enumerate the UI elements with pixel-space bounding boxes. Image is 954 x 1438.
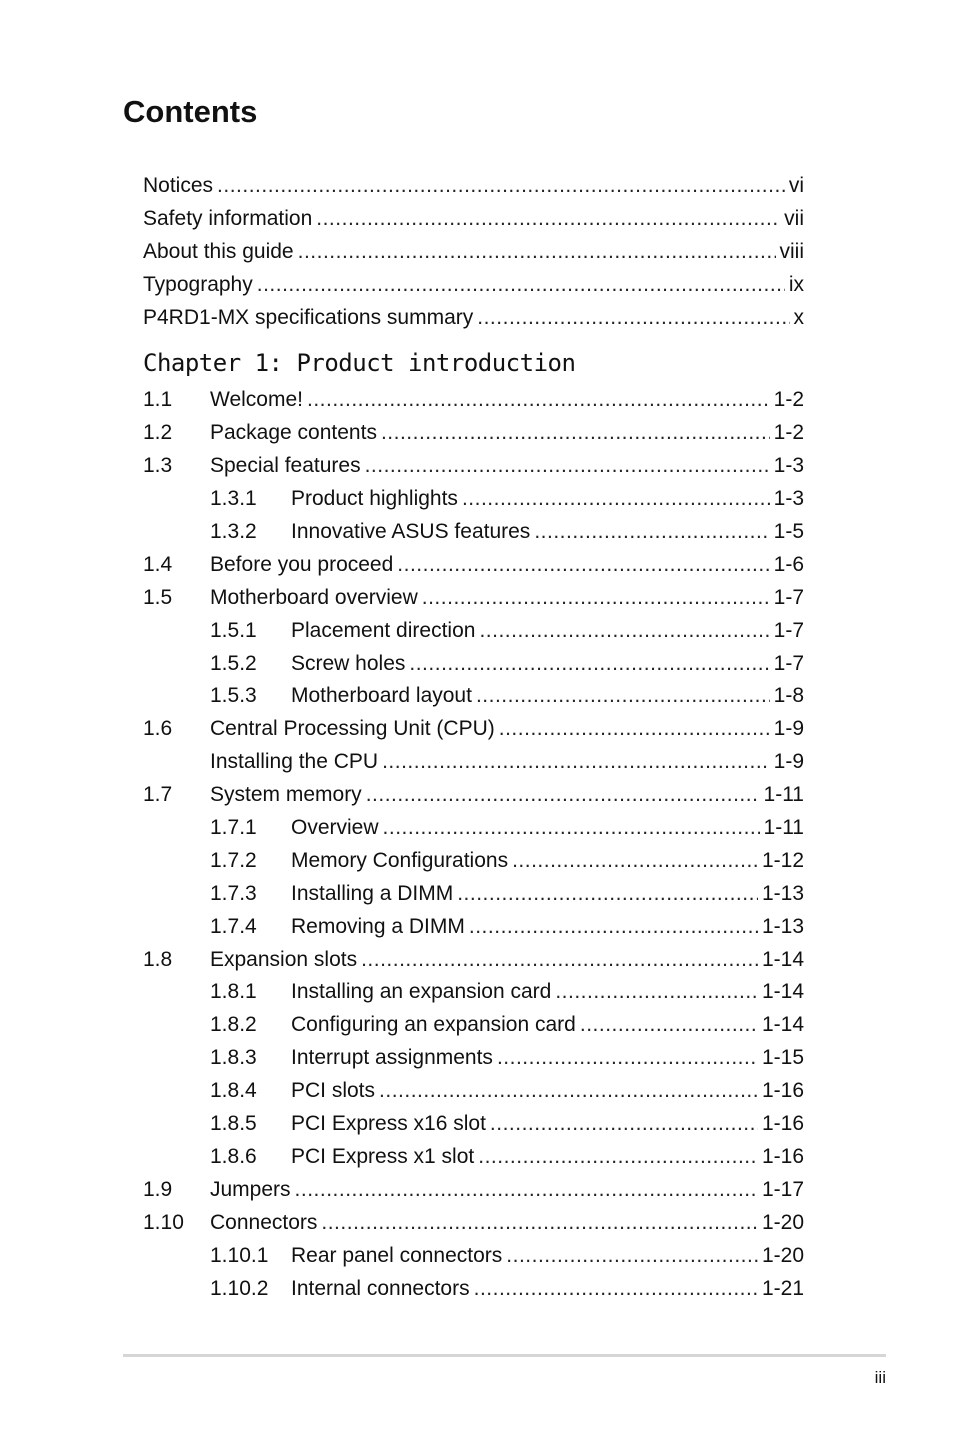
- toc-entry[interactable]: [143, 582, 804, 615]
- toc-entry-title: Product highlights: [291, 487, 458, 511]
- toc-entry-page: vii: [784, 206, 804, 230]
- toc-entry-number: 1.10.1: [210, 1243, 269, 1267]
- dot-leader: [497, 1042, 758, 1075]
- dot-leader: [366, 779, 760, 812]
- toc-entry-title: Typography: [143, 272, 253, 296]
- toc-entry-title: Screw holes: [291, 651, 406, 675]
- toc-entry-number: 1.8.6: [210, 1144, 257, 1168]
- toc-entry-title: Removing a DIMM: [291, 914, 465, 938]
- toc-entry[interactable]: [143, 615, 804, 648]
- dot-leader: [397, 549, 769, 582]
- toc-entry[interactable]: [143, 713, 804, 746]
- toc-entry[interactable]: [143, 203, 804, 236]
- toc-entry-page: 1-9: [773, 717, 804, 741]
- toc-entry-title: Overview: [291, 816, 379, 840]
- toc-entry-page: viii: [779, 239, 804, 263]
- toc-entry-number: 1.8.3: [210, 1046, 257, 1070]
- toc-entry[interactable]: [143, 516, 804, 549]
- toc-entry-page: 1-2: [773, 388, 804, 412]
- toc-entry[interactable]: [143, 746, 804, 779]
- toc-entry-page: 1-20: [761, 1243, 804, 1267]
- toc-entry-title: P4RD1-MX specifications summary: [143, 305, 474, 329]
- toc-entry[interactable]: [143, 1240, 804, 1273]
- dot-leader: [382, 746, 770, 779]
- dot-leader: [462, 483, 770, 516]
- toc-entry-title: Innovative ASUS features: [291, 520, 531, 544]
- toc-entry-number: 1.8.1: [210, 980, 257, 1004]
- dot-leader: [298, 236, 776, 269]
- toc-entry-number: 1.5.2: [210, 651, 257, 675]
- table-of-contents: [143, 170, 804, 1305]
- toc-entry[interactable]: [143, 845, 804, 878]
- toc-entry[interactable]: [143, 384, 804, 417]
- toc-entry-title: Welcome!: [210, 388, 303, 412]
- toc-entry[interactable]: [143, 976, 804, 1009]
- toc-entry-page: 1-12: [761, 848, 804, 872]
- chapter-heading: Chapter 1: Product introduction: [143, 349, 576, 378]
- toc-entry-title: Expansion slots: [210, 947, 358, 971]
- toc-entry[interactable]: [143, 269, 804, 302]
- toc-entry-title: PCI slots: [291, 1079, 376, 1103]
- dot-leader: [365, 450, 770, 483]
- dot-leader: [512, 845, 758, 878]
- toc-entry-number: 1.1: [143, 388, 173, 412]
- toc-entry-title: Special features: [210, 454, 361, 478]
- toc-entry-page: 1-14: [761, 980, 804, 1004]
- toc-entry-title: Notices: [143, 174, 214, 197]
- toc-entry-title: Safety information: [143, 206, 313, 230]
- dot-leader: [381, 417, 770, 450]
- chapter-entry-list: [143, 384, 804, 1305]
- toc-entry-title: Motherboard layout: [291, 684, 472, 708]
- dot-leader: [580, 1009, 758, 1042]
- dot-leader: [457, 878, 758, 911]
- page-number: iii: [874, 1368, 886, 1387]
- toc-entry-number: 1.6: [143, 717, 173, 741]
- toc-entry-title: Placement direction: [291, 618, 476, 642]
- toc-entry-page: vi: [788, 174, 804, 197]
- toc-entry-title: Central Processing Unit (CPU): [210, 717, 495, 741]
- toc-entry-title: About this guide: [143, 239, 294, 263]
- toc-entry[interactable]: [143, 1273, 804, 1306]
- toc-entry-page: 1-14: [761, 947, 804, 971]
- toc-entry[interactable]: [143, 483, 804, 516]
- toc-entry-number: 1.7.4: [210, 914, 257, 938]
- toc-entry-title: Configuring an expansion card: [291, 1013, 576, 1037]
- toc-entry-page: 1-16: [761, 1144, 804, 1168]
- toc-entry-title: Motherboard overview: [210, 585, 418, 609]
- toc-entry-title: Interrupt assignments: [291, 1046, 493, 1070]
- toc-entry-page: 1-7: [773, 585, 804, 609]
- toc-entry-title: System memory: [210, 783, 362, 807]
- toc-entry-number: 1.7.2: [210, 848, 257, 872]
- toc-entry-page: 1-9: [773, 750, 804, 774]
- dot-leader: [316, 203, 780, 236]
- toc-entry-page: 1-11: [763, 783, 804, 807]
- toc-entry-number: 1.5.1: [210, 618, 257, 642]
- page-title: Contents: [123, 94, 258, 129]
- toc-entry-page: 1-17: [761, 1177, 804, 1201]
- toc-entry[interactable]: [143, 911, 804, 944]
- dot-leader: [499, 713, 770, 746]
- toc-entry-number: 1.7: [143, 783, 173, 807]
- toc-entry-number: 1.8.5: [210, 1112, 257, 1136]
- toc-entry[interactable]: [143, 302, 804, 335]
- toc-entry-page: 1-7: [773, 651, 804, 675]
- dot-leader: [479, 615, 769, 648]
- toc-entry-page: 1-3: [773, 454, 804, 478]
- toc-entry-number: 1.3.2: [210, 520, 257, 544]
- toc-entry-page: ix: [788, 272, 804, 296]
- toc-entry-number: 1.7.1: [210, 816, 257, 840]
- toc-entry[interactable]: [143, 944, 804, 977]
- toc-entry-title: Package contents: [210, 421, 377, 445]
- toc-entry-page: 1-8: [773, 684, 804, 708]
- front-matter-list: [143, 170, 804, 334]
- toc-entry-number: 1.3: [143, 454, 173, 478]
- dot-leader: [383, 812, 760, 845]
- toc-entry[interactable]: [143, 648, 804, 681]
- toc-entry[interactable]: [143, 236, 804, 269]
- dot-leader: [379, 1075, 758, 1108]
- dot-leader: [422, 582, 770, 615]
- dot-leader: [409, 648, 769, 681]
- dot-leader: [490, 1108, 758, 1141]
- dot-leader: [217, 170, 785, 203]
- dot-leader: [478, 1141, 758, 1174]
- toc-entry[interactable]: [143, 1141, 804, 1174]
- toc-entry[interactable]: [143, 1108, 804, 1141]
- dot-leader: [476, 680, 770, 713]
- toc-entry[interactable]: [143, 417, 804, 450]
- toc-entry-title: Installing an expansion card: [291, 980, 552, 1004]
- toc-entry-page: 1-15: [761, 1046, 804, 1070]
- toc-entry-page: 1-13: [761, 914, 804, 938]
- dot-leader: [361, 944, 758, 977]
- toc-entry-page: 1-3: [773, 487, 804, 511]
- toc-entry-page: 1-2: [773, 421, 804, 445]
- toc-entry-page: x: [793, 305, 804, 329]
- toc-entry[interactable]: [143, 812, 804, 845]
- toc-entry[interactable]: [143, 878, 804, 911]
- toc-entry-number: 1.9: [143, 1177, 173, 1201]
- toc-entry-page: 1-21: [761, 1276, 804, 1300]
- toc-entry-page: 1-11: [763, 816, 804, 840]
- toc-entry[interactable]: [143, 1207, 804, 1240]
- toc-entry-number: 1.3.1: [210, 487, 257, 511]
- toc-entry[interactable]: [143, 1042, 804, 1075]
- dot-leader: [307, 384, 770, 417]
- toc-entry-page: 1-13: [761, 881, 804, 905]
- toc-entry-page: 1-16: [761, 1112, 804, 1136]
- toc-entry[interactable]: [143, 170, 804, 203]
- toc-entry-page: 1-16: [761, 1079, 804, 1103]
- toc-entry-page: 1-6: [773, 552, 804, 576]
- dot-leader: [534, 516, 769, 549]
- toc-entry-number: 1.4: [143, 552, 173, 576]
- toc-entry-page: 1-7: [773, 618, 804, 642]
- toc-entry[interactable]: [143, 549, 804, 582]
- footer-divider: [123, 1354, 886, 1357]
- toc-entry-page: 1-20: [761, 1210, 804, 1234]
- toc-entry-title: Internal connectors: [291, 1276, 470, 1300]
- toc-entry[interactable]: [143, 1174, 804, 1207]
- dot-leader: [477, 302, 789, 335]
- toc-entry-number: 1.10: [143, 1210, 184, 1234]
- toc-entry-number: 1.8.2: [210, 1013, 257, 1037]
- toc-entry-title: PCI Express x16 slot: [291, 1112, 486, 1136]
- dot-leader: [474, 1273, 758, 1306]
- toc-entry[interactable]: [143, 1075, 804, 1108]
- dot-leader: [321, 1207, 758, 1240]
- toc-entry-page: 1-5: [773, 520, 804, 544]
- dot-leader: [506, 1240, 758, 1273]
- toc-entry-number: 1.8.4: [210, 1079, 257, 1103]
- toc-entry-title: Jumpers: [210, 1177, 291, 1201]
- toc-entry-number: 1.8: [143, 947, 173, 971]
- toc-entry-number: 1.5: [143, 585, 173, 609]
- toc-entry-page: 1-14: [761, 1013, 804, 1037]
- toc-entry-title: Installing a DIMM: [291, 881, 454, 905]
- toc-entry-title: Memory Configurations: [291, 848, 509, 872]
- toc-entry-title: Installing the CPU: [210, 750, 379, 774]
- toc-entry-number: 1.10.2: [210, 1276, 269, 1300]
- chapter-heading-row: [143, 334, 804, 384]
- toc-entry-title: PCI Express x1 slot: [291, 1144, 475, 1168]
- toc-entry-title: Rear panel connectors: [291, 1243, 503, 1267]
- toc-entry[interactable]: [143, 450, 804, 483]
- toc-entry-title: Before you proceed: [210, 552, 394, 576]
- toc-entry[interactable]: [143, 1009, 804, 1042]
- toc-entry-number: 1.5.3: [210, 684, 257, 708]
- toc-entry-number: 1.7.3: [210, 881, 257, 905]
- toc-entry[interactable]: [143, 680, 804, 713]
- toc-entry-title: Connectors: [210, 1210, 318, 1234]
- dot-leader: [257, 269, 785, 302]
- dot-leader: [295, 1174, 758, 1207]
- dot-leader: [555, 976, 758, 1009]
- toc-entry[interactable]: [143, 779, 804, 812]
- dot-leader: [469, 911, 758, 944]
- toc-entry-number: 1.2: [143, 421, 173, 445]
